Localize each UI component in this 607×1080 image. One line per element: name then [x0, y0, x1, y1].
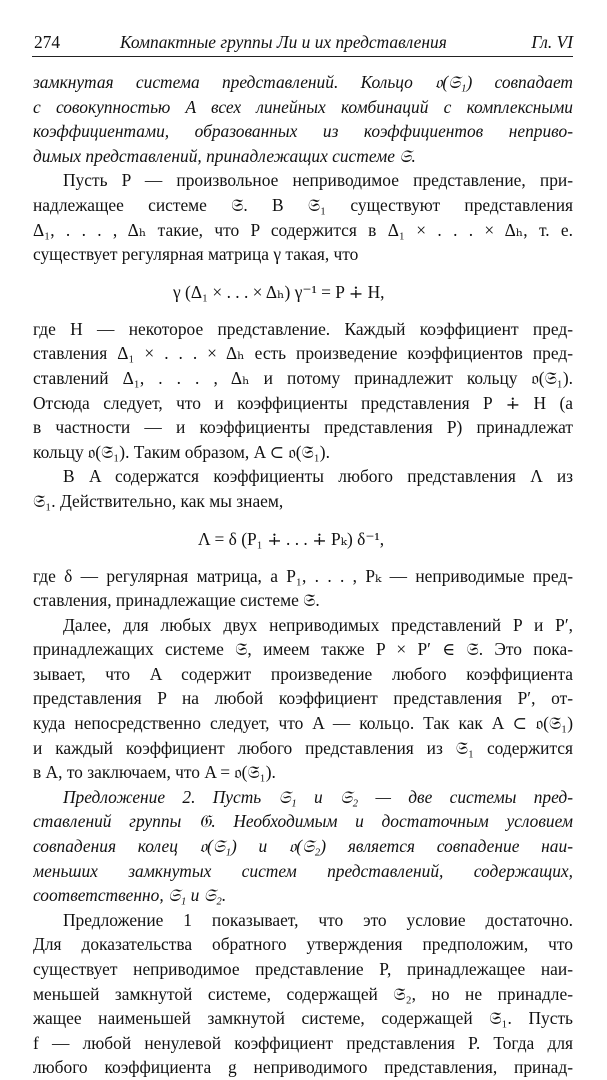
- text-line: представления P на любой коэффициент представления P′, от-: [33, 688, 573, 709]
- text-line: любого коэффициента g неприводимого представления, принад-: [33, 1057, 573, 1078]
- text-line: зывает, что A содержит произведение любого коэффициента: [33, 663, 573, 684]
- text-line: В A содержатся коэффициенты любого представления Λ из: [63, 466, 573, 487]
- formula: Λ = δ (P₁ ∔ . . . ∔ Pₖ) δ⁻¹,: [198, 528, 385, 549]
- text-line: совпадения колец 𝔬(𝔖₁) и 𝔬(𝔖₂) является совпадение наи-: [33, 836, 573, 857]
- text-line: Для доказательства обратного утверждения предположим, что: [33, 934, 573, 955]
- text-line: в A, то заключаем, что A = 𝔬(𝔖₁).: [33, 762, 276, 783]
- text-line: меньшей замкнутой системе, содержащей 𝔖₂, но не принадле-: [33, 983, 573, 1004]
- text-line: f — любой ненулевой коэффициент представления P. Тогда для: [33, 1032, 573, 1053]
- text-line: ставлений Δ₁, . . . , Δₕ и потому принадлежит кольцу 𝔬(𝔖₁).: [33, 367, 573, 388]
- text-line: Предложение 2. Пусть 𝔖₁ и 𝔖₂ — две системы пред-: [63, 786, 573, 807]
- text-line: надлежащее системе 𝔖. В 𝔖₁ существуют представления: [33, 194, 573, 215]
- text-line: Отсюда следует, что и коэффициенты представления P ∔ H (а: [33, 392, 573, 413]
- text-line: жащее наименьшей замкнутой системе, содержащей 𝔖₁. Пусть: [33, 1008, 573, 1029]
- text-line: димых представлений, принадлежащих системе 𝔖.: [33, 145, 416, 166]
- running-title: Компактные группы Ли и их представления: [120, 32, 447, 52]
- text-line: куда непосредственно следует, что A — кольцо. Так как A ⊂ 𝔬(𝔖₁): [33, 713, 573, 734]
- text-line: существует регулярная матрица γ такая, что: [33, 244, 359, 265]
- text-line: Пусть P — произвольное неприводимое представление, при-: [63, 170, 573, 191]
- text-line: Δ₁, . . . , Δₕ такие, что P содержится в Δ₁ × . . . × Δₕ, т. е.: [33, 219, 573, 240]
- formula: γ (Δ₁ × . . . × Δₕ) γ⁻¹ = P ∔ H,: [173, 281, 385, 302]
- chapter-label: Гл. VI: [531, 32, 573, 52]
- text-line: существует неприводимое представление P, принадлежащее наи-: [33, 959, 573, 979]
- text-line: ставления, принадлежащие системе 𝔖.: [33, 590, 320, 611]
- text-line: соответственно, 𝔖₁ и 𝔖₂.: [33, 885, 227, 906]
- text-line: и каждый коэффициент любого представления из 𝔖₁ содержится: [33, 737, 573, 758]
- page-header: [32, 30, 573, 57]
- text-line: в частности — и коэффициенты представления P) принадлежат: [33, 417, 573, 438]
- text-line: 𝔖₁. Действительно, как мы знаем,: [33, 490, 284, 511]
- page-body: [33, 70, 573, 1080]
- text-line: ставления Δ₁ × . . . × Δₕ есть произведение коэффициентов пред-: [33, 343, 573, 364]
- text-line: замкнутая система представлений. Кольцо 𝔬(𝔖₁) совпадает: [33, 72, 573, 92]
- text-line: где δ — регулярная матрица, а P₁, . . . , Pₖ — неприводимые пред-: [33, 565, 573, 586]
- text-line: принадлежащих системе 𝔖, имеем также P × P′ ∈ 𝔖. Это пока-: [33, 639, 573, 660]
- text-line: Предложение 1 показывает, что это условие достаточно.: [63, 909, 573, 930]
- text-line: где H — некоторое представление. Каждый коэффициент пред-: [33, 318, 573, 339]
- page-number: 274: [34, 32, 61, 52]
- text-line: с совокупностью A всех линейных комбинаций с комплексными: [33, 96, 573, 117]
- text-line: ставлений группы 𝔊. Необходимым и достаточным условием: [33, 811, 573, 832]
- text-line: меньших замкнутых систем представлений, содержащих,: [33, 860, 573, 881]
- text-line: кольцу 𝔬(𝔖₁). Таким образом, A ⊂ 𝔬(𝔖₁).: [33, 441, 330, 462]
- text-line: Далее, для любых двух неприводимых представлений P и P′,: [63, 614, 573, 635]
- text-line: коэффициентами, образованных из коэффициентов неприво-: [33, 121, 573, 142]
